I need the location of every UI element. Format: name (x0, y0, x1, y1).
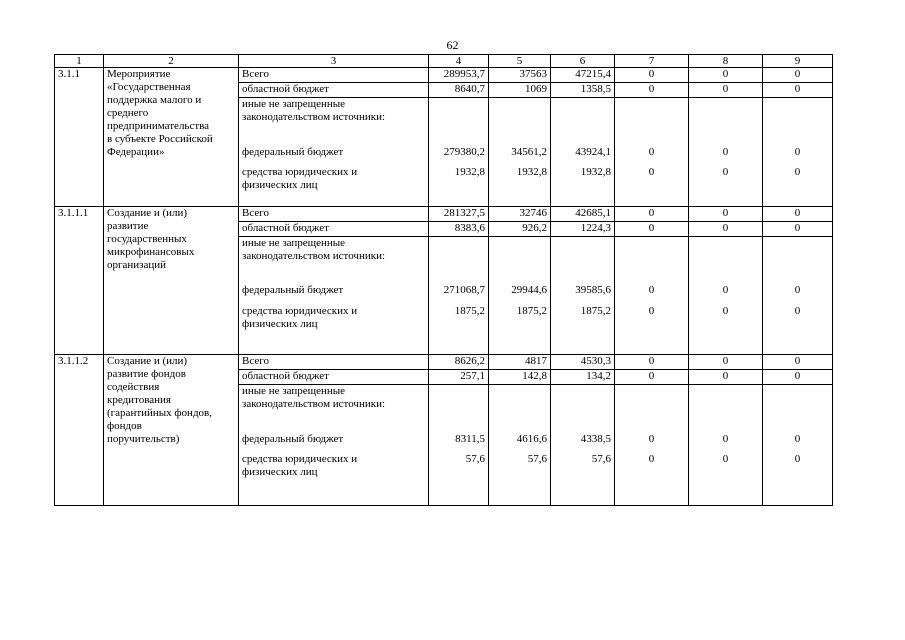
value-cell: 0 (615, 453, 689, 505)
value-cell: 8626,2 (429, 355, 489, 370)
row-code: 3.1.1.2 (55, 355, 104, 506)
row-label (239, 305, 429, 355)
value-cell: 8311,5 (429, 425, 489, 453)
value-cell: 0 (763, 305, 833, 355)
name-line: организаций (107, 258, 167, 271)
row-label: Всего (239, 68, 429, 83)
name-line: поддержка малого и (107, 94, 202, 106)
header-cell: 4 (429, 55, 489, 68)
value-cell: 0 (689, 355, 763, 370)
value-cell: 0 (615, 370, 689, 385)
value-cell: 1069 (489, 83, 551, 98)
label-line: законодательством источники: (242, 398, 386, 410)
label-line: средства юридических и (242, 304, 358, 317)
label-line: законодательством источники: (242, 249, 386, 262)
value-cell: 1932,8 (551, 166, 615, 206)
value-cell: 0 (615, 355, 689, 370)
value-cell: 0 (689, 370, 763, 385)
row-label (239, 98, 429, 139)
value-cell: 57,6 (489, 453, 551, 505)
value-cell: 0 (689, 166, 763, 206)
value-cell: 1224,3 (551, 221, 615, 236)
name-line: содействия (107, 381, 160, 393)
value-cell: 0 (763, 370, 833, 385)
value-cell: 8640,7 (429, 83, 489, 98)
row-label: областной бюджет (239, 221, 429, 236)
row-total (55, 68, 833, 83)
label-line: физических лиц (242, 466, 318, 478)
value-cell: 0 (763, 355, 833, 370)
value-cell: 926,2 (489, 221, 551, 236)
name-line: (гарантийных фондов, (107, 407, 212, 419)
value-cell: 0 (615, 206, 689, 221)
label-line: средства юридических и (242, 166, 358, 178)
value-cell: 4616,6 (489, 425, 551, 453)
name-line: предпринимательства (107, 120, 210, 132)
budget-table (54, 54, 833, 506)
value-cell: 1875,2 (551, 305, 615, 355)
page-number: 62 (446, 38, 459, 52)
value-cell: 0 (689, 83, 763, 98)
name-line: микрофинансовых (107, 245, 195, 258)
value-cell: 0 (763, 166, 833, 206)
value-cell: 0 (689, 206, 763, 221)
row-label (239, 166, 429, 206)
row-label: федеральный бюджет (239, 425, 429, 453)
value-cell: 0 (689, 68, 763, 83)
value-cell: 4338,5 (551, 425, 615, 453)
value-cell: 42685,1 (551, 206, 615, 221)
row-name (104, 206, 239, 355)
value-cell: 0 (689, 305, 763, 355)
value-cell: 0 (689, 425, 763, 453)
value-cell: 39585,6 (551, 277, 615, 305)
value-cell: 0 (763, 68, 833, 83)
value-cell: 0 (615, 425, 689, 453)
row-label: Всего (239, 206, 429, 221)
value-cell: 0 (763, 206, 833, 221)
header-cell: 2 (104, 55, 239, 68)
value-cell: 0 (615, 277, 689, 305)
value-cell: 43924,1 (551, 138, 615, 166)
name-line: Мероприятие (107, 68, 171, 80)
value-cell: 279380,2 (429, 138, 489, 166)
header-cell: 1 (55, 55, 104, 68)
row-label: областной бюджет (239, 370, 429, 385)
value-cell: 29944,6 (489, 277, 551, 305)
row-label: федеральный бюджет (239, 138, 429, 166)
row-label (239, 236, 429, 277)
value-cell: 32746 (489, 206, 551, 221)
value-cell: 57,6 (429, 453, 489, 505)
header-cell: 9 (763, 55, 833, 68)
value-cell: 0 (689, 453, 763, 505)
row-name (104, 68, 239, 207)
value-cell: 281327,5 (429, 206, 489, 221)
value-cell: 4817 (489, 355, 551, 370)
value-cell: 142,8 (489, 370, 551, 385)
value-cell: 1932,8 (429, 166, 489, 206)
label-line: средства юридических и (242, 453, 358, 465)
row-total (55, 355, 833, 370)
row-total (55, 206, 833, 221)
value-cell: 0 (763, 453, 833, 505)
label-line: физических лиц (242, 179, 318, 191)
value-cell: 1358,5 (551, 83, 615, 98)
value-cell: 0 (615, 166, 689, 206)
row-code: 3.1.1.1 (55, 206, 104, 355)
name-line: фондов (107, 420, 142, 432)
value-cell: 0 (763, 138, 833, 166)
value-cell: 1875,2 (429, 305, 489, 355)
value-cell: 34561,2 (489, 138, 551, 166)
name-line: поручительств) (107, 433, 180, 445)
name-line: Федерации» (107, 146, 165, 158)
row-name (104, 355, 239, 506)
label-line: иные не запрещенные (242, 98, 346, 110)
value-cell: 271068,7 (429, 277, 489, 305)
value-cell: 134,2 (551, 370, 615, 385)
value-cell: 0 (763, 425, 833, 453)
name-line: среднего (107, 107, 149, 119)
name-line: «Государственная (107, 81, 191, 93)
value-cell: 47215,4 (551, 68, 615, 83)
name-line: государственных (107, 232, 187, 245)
name-line: развитие (107, 219, 149, 232)
row-label: областной бюджет (239, 83, 429, 98)
value-cell: 4530,3 (551, 355, 615, 370)
label-line: иные не запрещенные (242, 385, 346, 397)
value-cell: 0 (763, 221, 833, 236)
value-cell: 257,1 (429, 370, 489, 385)
value-cell: 1932,8 (489, 166, 551, 206)
value-cell: 0 (615, 68, 689, 83)
header-cell: 6 (551, 55, 615, 68)
value-cell: 0 (689, 138, 763, 166)
name-line: развитие фондов (107, 368, 186, 380)
value-cell: 0 (615, 138, 689, 166)
value-cell: 37563 (489, 68, 551, 83)
value-cell: 0 (689, 277, 763, 305)
label-line: иные не запрещенные (242, 236, 346, 249)
name-line: кредитования (107, 394, 171, 406)
value-cell: 0 (615, 83, 689, 98)
label-line: законодательством источники: (242, 111, 386, 123)
label-line: физических лиц (242, 317, 318, 330)
value-cell: 8383,6 (429, 221, 489, 236)
row-label: федеральный бюджет (239, 277, 429, 305)
value-cell: 0 (763, 277, 833, 305)
name-line: Создание и (или) (107, 355, 188, 367)
header-cell: 5 (489, 55, 551, 68)
row-code: 3.1.1 (55, 68, 104, 207)
header-cell: 7 (615, 55, 689, 68)
header-cell: 8 (689, 55, 763, 68)
value-cell: 1875,2 (489, 305, 551, 355)
name-line: в субъекте Российской (107, 133, 213, 145)
value-cell: 0 (689, 221, 763, 236)
row-label: Всего (239, 355, 429, 370)
value-cell: 0 (763, 83, 833, 98)
header-row (55, 55, 833, 68)
row-label (239, 453, 429, 505)
value-cell: 289953,7 (429, 68, 489, 83)
name-line: Создание и (или) (107, 206, 188, 219)
value-cell: 0 (615, 221, 689, 236)
header-cell: 3 (239, 55, 429, 68)
value-cell: 57,6 (551, 453, 615, 505)
value-cell: 0 (615, 305, 689, 355)
row-label (239, 385, 429, 426)
